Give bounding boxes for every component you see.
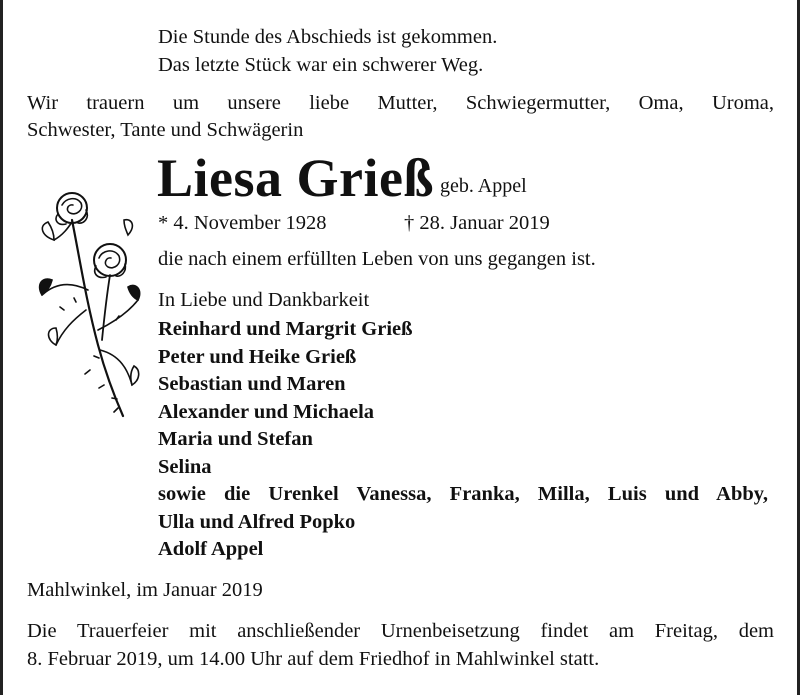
passed-line: die nach einem erfüllten Leben von uns gegangen ist. [158,248,596,270]
mourner-6: Selina [158,455,212,478]
love-line: In Liebe und Dankbarkeit [158,289,370,311]
mourner-9: Adolf Appel [158,538,264,560]
mourner-7: sowie die Urenkel Vanessa, Franka, Milla, Luis und Abby, [158,483,768,505]
birth-date: * 4. November 1928 [158,212,327,234]
place-date: Mahlwinkel, im Januar 2019 [27,579,263,601]
mourner-4: Alexander und Michaela [158,400,375,423]
mourner-3: Sebastian und Maren [158,373,346,395]
mourner-2: Peter und Heike Grieß [158,345,357,368]
intro-line-1: Wir trauern um unsere liebe Mutter, Schwiegermutter, Oma, Uroma, [27,92,774,114]
poem-line-2: Das letzte Stück war ein schwerer Weg. [158,54,484,76]
intro-line-2: Schwester, Tante und Schwägerin [27,119,304,141]
mourner-5: Maria und Stefan [158,428,313,450]
left-border [0,0,3,695]
death-date: † 28. Januar 2019 [404,212,550,234]
deceased-name: Liesa Grieß [157,148,434,208]
poem-line-1: Die Stunde des Abschieds ist gekommen. [158,26,498,48]
rose-icon [28,180,143,420]
mourners-list [158,316,768,564]
service-line-1: Die Trauerfeier mit anschließender Urnenbeisetzung findet am Freitag, dem [27,620,774,642]
name-row [157,148,527,208]
mourner-1: Reinhard und Margrit Grieß [158,318,413,340]
mourner-8: Ulla und Alfred Popko [158,510,356,533]
service-line-2: 8. Februar 2019, um 14.00 Uhr auf dem Friedhof in Mahlwinkel statt. [27,648,600,670]
maiden-name: geb. Appel [439,175,527,197]
